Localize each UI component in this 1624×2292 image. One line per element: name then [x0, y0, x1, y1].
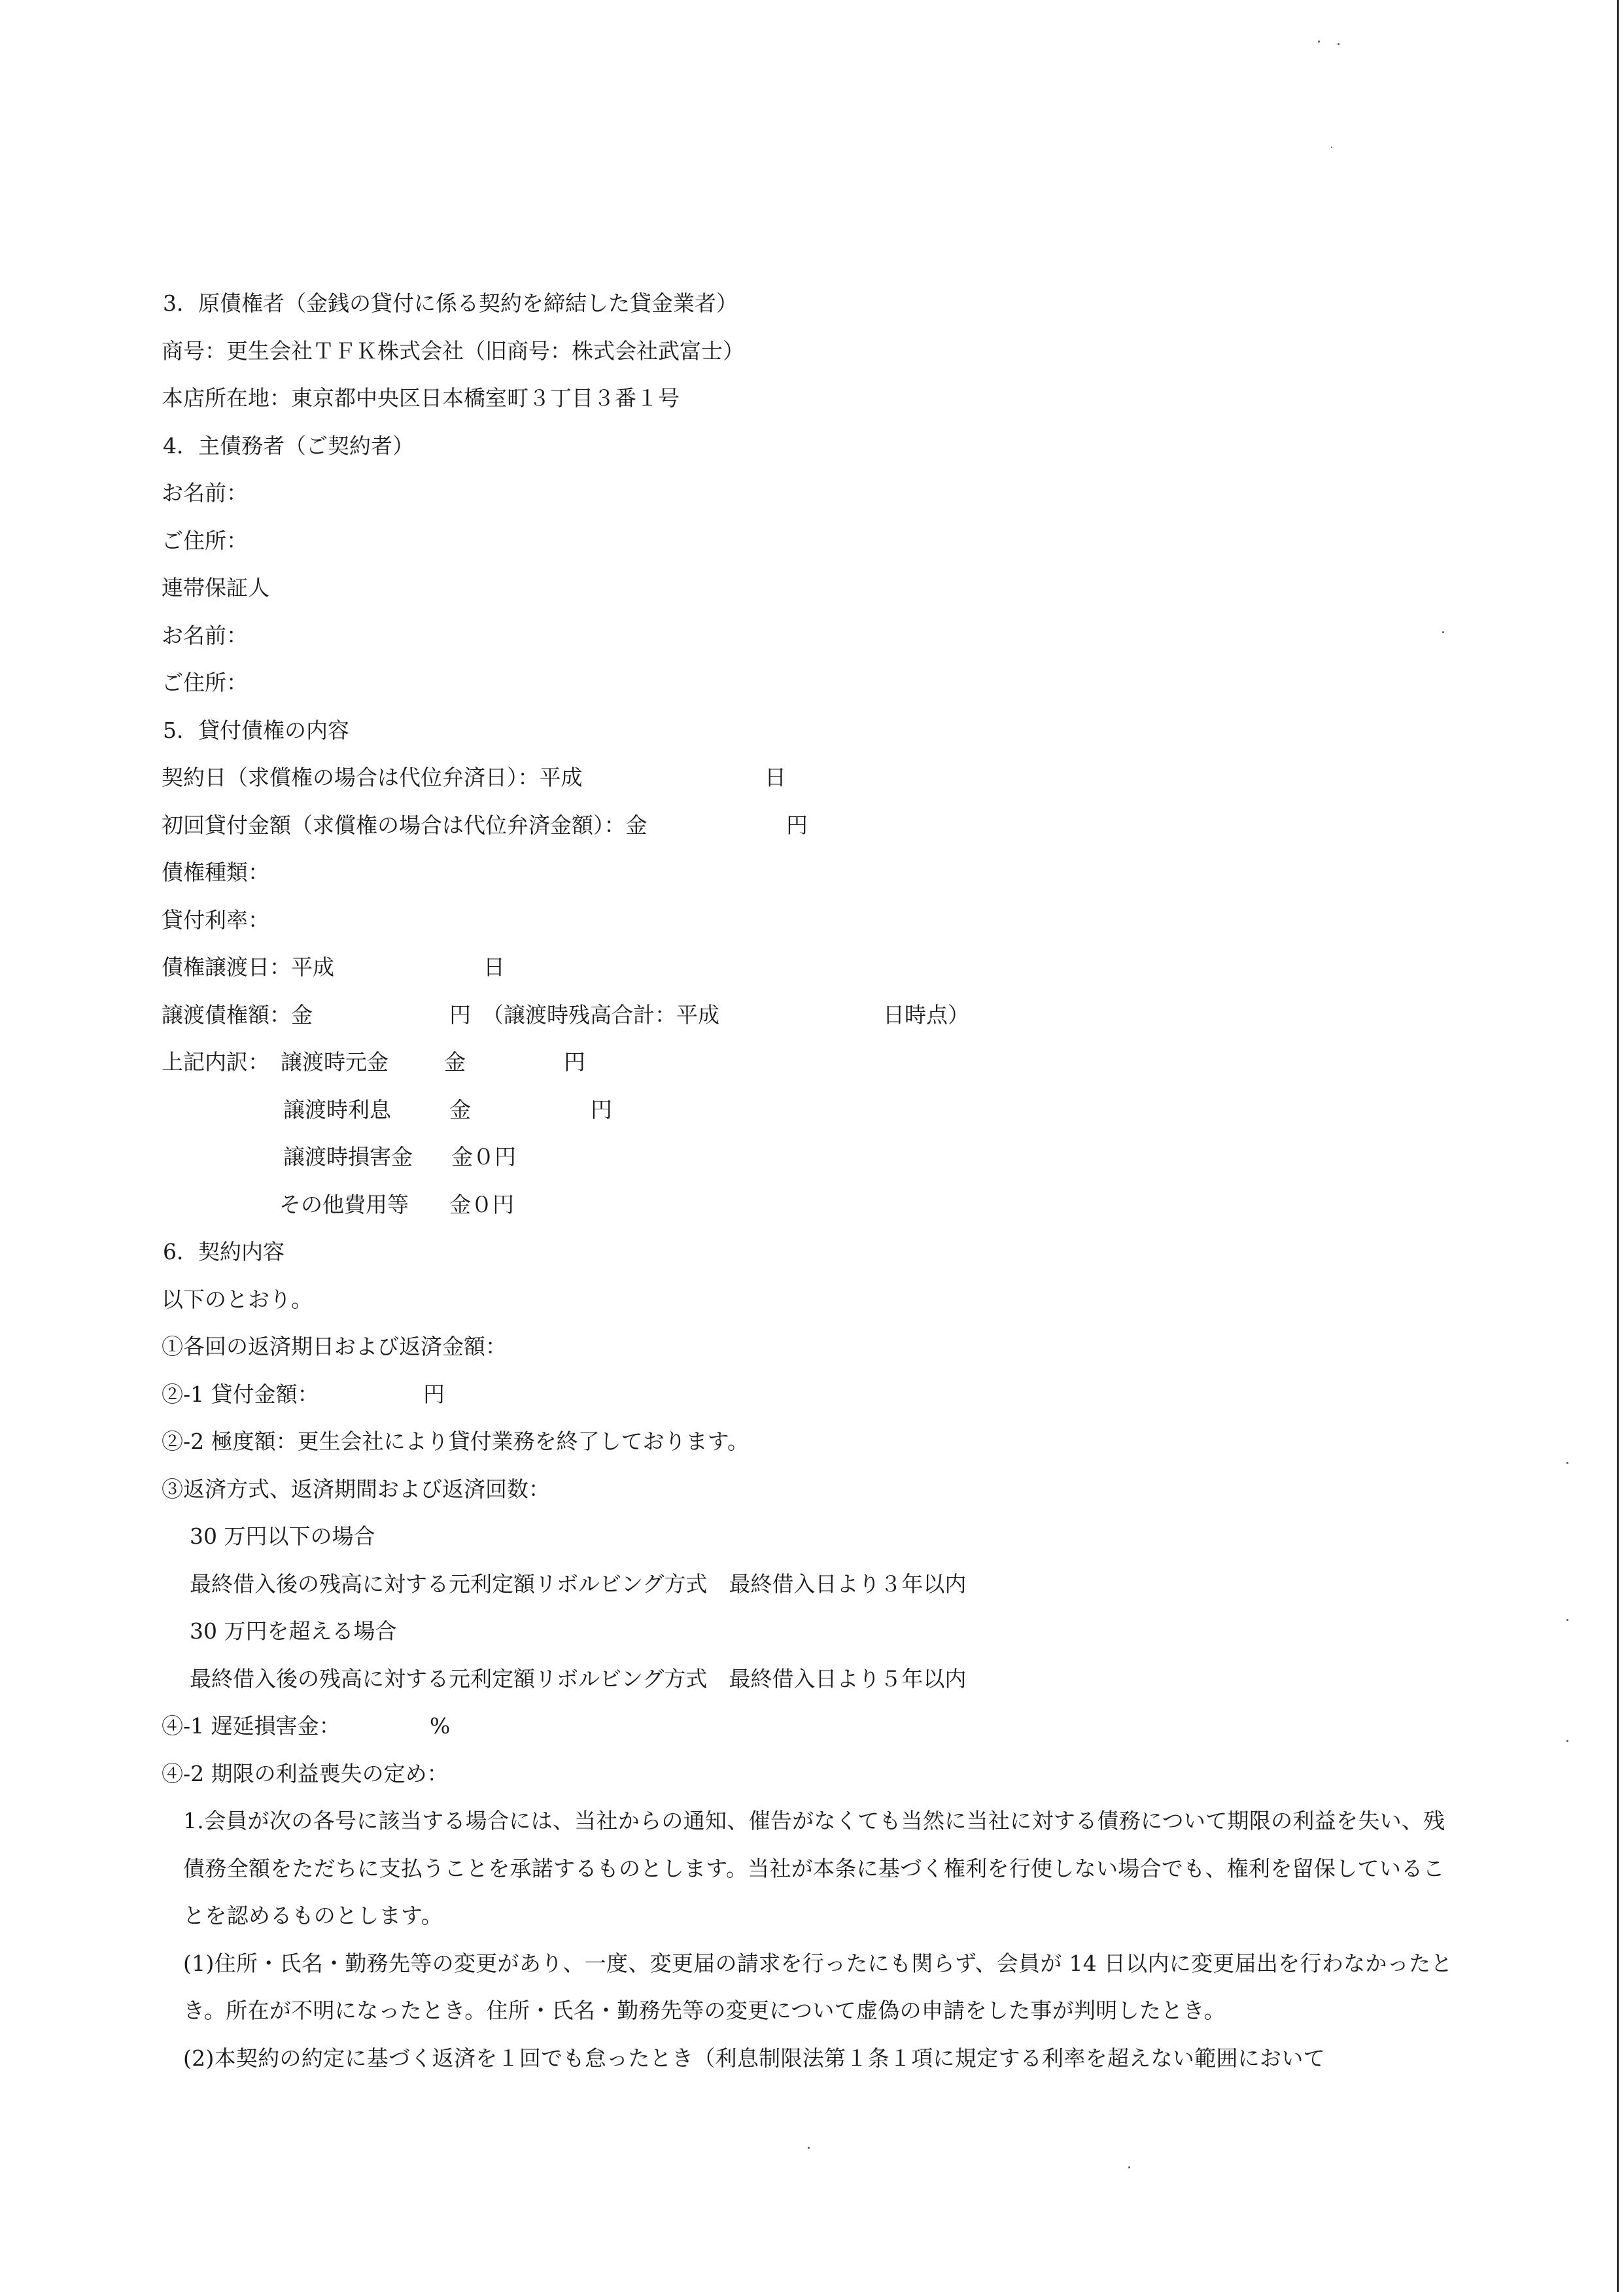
debtor-address-label: ご住所：: [162, 527, 248, 553]
section-6-title: 6．契約内容: [163, 1239, 285, 1264]
item-3-line: ③返済方式、返済期間および返済回数：: [162, 1476, 550, 1502]
transfer-date-line: 債権譲渡日：平成 日: [162, 954, 505, 980]
section-4-title: 4．主債務者（ご契約者）: [163, 432, 414, 459]
scan-speck: [1331, 147, 1332, 148]
breakdown-other-costs-line: その他費用等 金０円: [279, 1191, 514, 1217]
breakdown-interest-line: 譲渡時利息 金 円: [283, 1096, 612, 1122]
scan-speck: [1442, 631, 1444, 633]
interest-rate-line: 貸付利率：: [162, 907, 269, 933]
debtor-name-label: お名前：: [162, 480, 248, 506]
as-follows-line: 以下のとおり。: [162, 1286, 313, 1312]
clause-1-1-paragraph: (1)住所・氏名・勤務先等の変更があり、一度、変更届の請求を行ったにも関らず、会員が 14 日以内に変更届出を行わなかったとき。所在が不明になったとき。住所・氏名・勤務先等の変更について虚偽の申請をした事が判明したとき。: [183, 1950, 1453, 2023]
case-under-line: 30 万円以下の場合: [190, 1523, 375, 1549]
section-5-title: 5．貸付債権の内容: [163, 717, 349, 743]
case-over-detail-line: 最終借入後の残高に対する元利定額リボルビング方式 最終借入日より５年以内: [190, 1665, 967, 1692]
trade-name-line: 商号：更生会社ＴＦＫ株式会社（旧商号：株式会社武富士）: [162, 338, 744, 364]
scan-speck: [1318, 41, 1320, 43]
section-3-title: 3．原債権者（金銭の貸付に係る契約を締結した貸金業者）: [163, 290, 738, 316]
case-over-line: 30 万円を超える場合: [190, 1618, 397, 1644]
transfer-amount-line: 譲渡債権額：金 円 （譲渡時残高合計：平成 日時点）: [162, 1001, 969, 1028]
scan-speck: [1128, 2166, 1130, 2168]
guarantor-heading: 連帯保証人: [162, 575, 269, 600]
document-body: [162, 280, 1470, 2082]
guarantor-name-label: お名前：: [162, 622, 248, 648]
item-4-2-line: ④-2 期限の利益喪失の定め：: [162, 1760, 449, 1786]
guarantor-address-label: ご住所：: [162, 670, 248, 695]
hq-address-line: 本店所在地：東京都中央区日本橋室町３丁目３番１号: [162, 385, 680, 411]
claim-type-line: 債権種類：: [162, 859, 269, 885]
scan-speck: [1566, 1740, 1568, 1742]
scan-speck: [1566, 1462, 1568, 1464]
scan-speck: [808, 2147, 810, 2149]
initial-amount-line: 初回貸付金額（求償権の場合は代位弁済金額）：金 円: [162, 812, 808, 838]
clause-1-2-paragraph: (2)本契約の約定に基づく返済を１回でも怠ったとき（利息制限法第１条１項に規定する利率を超えない範囲において: [183, 2045, 1325, 2071]
item-2-1-line: ②-1 貸付金額： 円: [162, 1381, 445, 1407]
page-edge: [1617, 0, 1619, 2292]
breakdown-damages-line: 譲渡時損害金 金０円: [283, 1144, 516, 1170]
scan-speck: [1566, 1619, 1568, 1621]
item-2-2-line: ②-2 極度額：更生会社により貸付業務を終了しております。: [162, 1429, 749, 1454]
case-under-detail-line: 最終借入後の残高に対する元利定額リボルビング方式 最終借入日より３年以内: [190, 1571, 967, 1597]
breakdown-principal-line: 上記内訳： 譲渡時元金 金 円: [162, 1049, 585, 1075]
clause-1-paragraph: 1.会員が次の各号に該当する場合には、当社からの通知、催告がなくても当然に当社に対する債務について期限の利益を失い、残債務全額をただちに支払うことを承諾するものとします。当社が本条に基づく権利を行使しない場合でも、権利を留保していることを認めるものとします。: [183, 1808, 1445, 1928]
item-1-line: ①各回の返済期日および返済金額：: [162, 1334, 507, 1359]
item-4-1-line: ④-1 遅延損害金： %: [162, 1713, 451, 1739]
contract-date-line: 契約日（求償権の場合は代位弁済日）：平成 日: [162, 765, 786, 790]
scan-speck: [1338, 43, 1339, 45]
